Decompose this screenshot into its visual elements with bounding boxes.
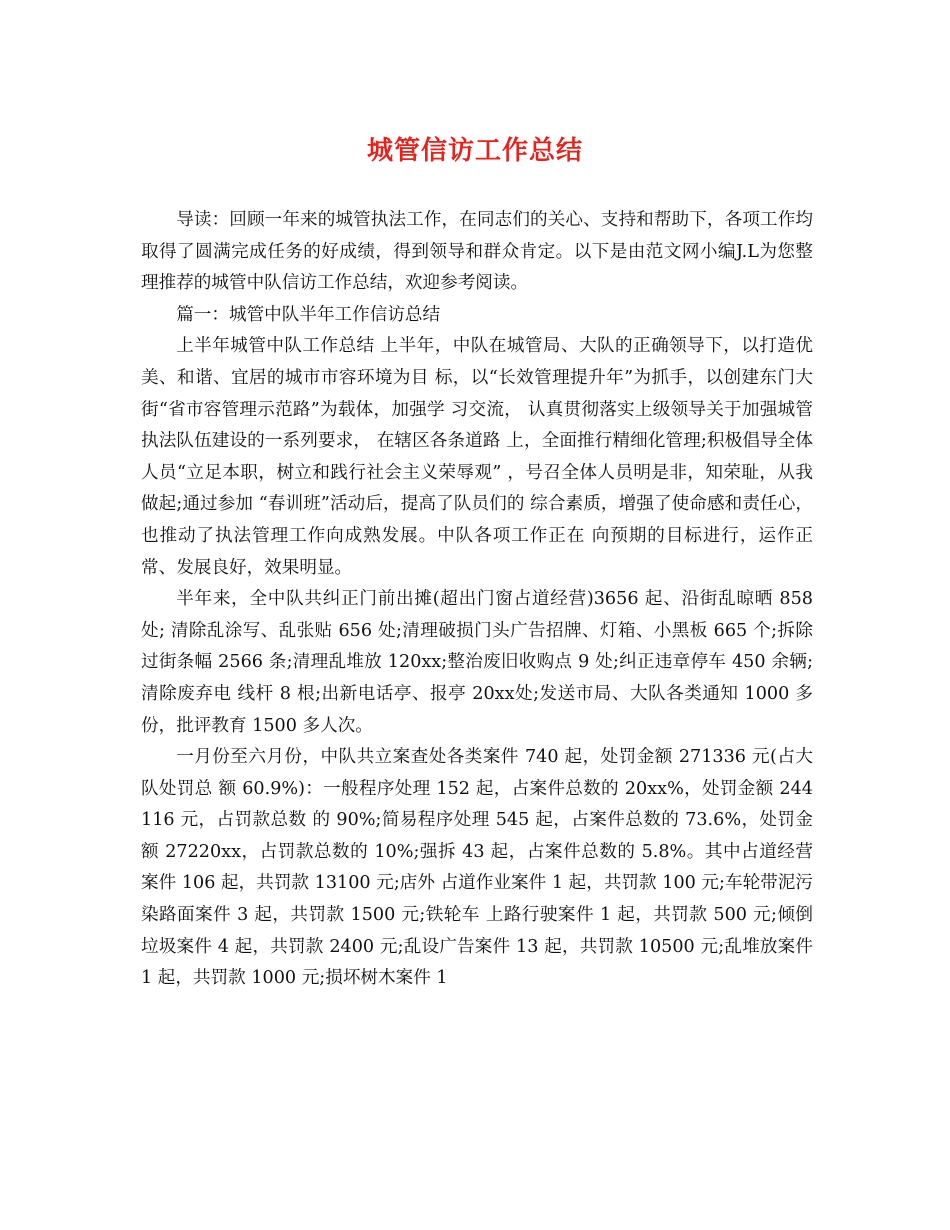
document-title: 城管信访工作总结 <box>366 136 583 166</box>
paragraph-summary: 上半年城管中队工作总结 上半年，中队在城管局、大队的正确领导下，以打造优美、和谐、宜居的城市市容环境为目 标，以“长效管理提升年”为抓手，以创建东门大街“省市容管理示范路”为载体，加强学 习交流， 认真贯彻落实上级领导关于加强城管执法队伍建设的一系列要求， 在辖区各条道路 上，全面推行精细化管理;积极倡导全体人员“立足本职，树立和践行社会主义荣辱观” ，号召全体人员明是非，知荣耻，从我做起;通过参加 “春训班”活动后，提高了队员们的 综合素质，增强了使命感和责任心，也推动了执法管理工作向成熟发展。中队各项工作正在 向预期的目标进行，运作正常、发展良好，效果明显。 <box>141 336 813 578</box>
document-body <box>141 205 813 995</box>
paragraph-cases: 一月份至六月份，中队共立案查处各类案件 740 起，处罚金额 271336 元(占大队处罚总 额 60.9%)：一般程序处理 152 起，占案件总数的 20xx%，处罚金额 244116 元，占罚款总数 的 90%;简易程序处理 545 起，占案件总数的 73.6%，处罚金额 27220xx，占罚款总数的 10%;强拆 43 起，占案件总数的 5.8%。其中占道经营案件 106 起，共罚款 13100 元;店外 占道作业案件 1 起，共罚款 100 元;车轮带泥污染路面案件 3 起，共罚款 1500 元;铁轮车 上路行驶案件 1 起，共罚款 500 元;倾倒垃圾案件 4 起，共罚款 2400 元;乱设广告案件 13 起，共罚款 10500 元;乱堆放案件 1 起，共罚款 1000 元;损坏树木案件 1 <box>141 747 813 989</box>
paragraph-section-heading: 篇一：城管中队半年工作信访总结 <box>176 304 441 325</box>
paragraph-statistics: 半年来，全中队共纠正门前出摊(超出门窗占道经营)3656 起、沿街乱晾晒 858 处; 清除乱涂写、乱张贴 656 处;清理破损门头广告招牌、灯箱、小黑板 665 个;拆除过街条幅 2566 条;清理乱堆放 120xx;整治废旧收购点 9 处;纠正违章停车 450 余辆;清除废弃电 线杆 8 根;出新电话亭、报亭 20xx处;发送市局、大队各类通知 1000 多份，批评教育 1500 多人次。 <box>141 589 813 736</box>
paragraph-intro: 导读：回顾一年来的城管执法工作，在同志们的关心、支持和帮助下，各项工作均取得了圆满完成任务的好成绩，得到领导和群众肯定。以下是由范文网小编J.L为您整理推荐的城管中队信访工作总结，欢迎参考阅读。 <box>141 210 813 294</box>
